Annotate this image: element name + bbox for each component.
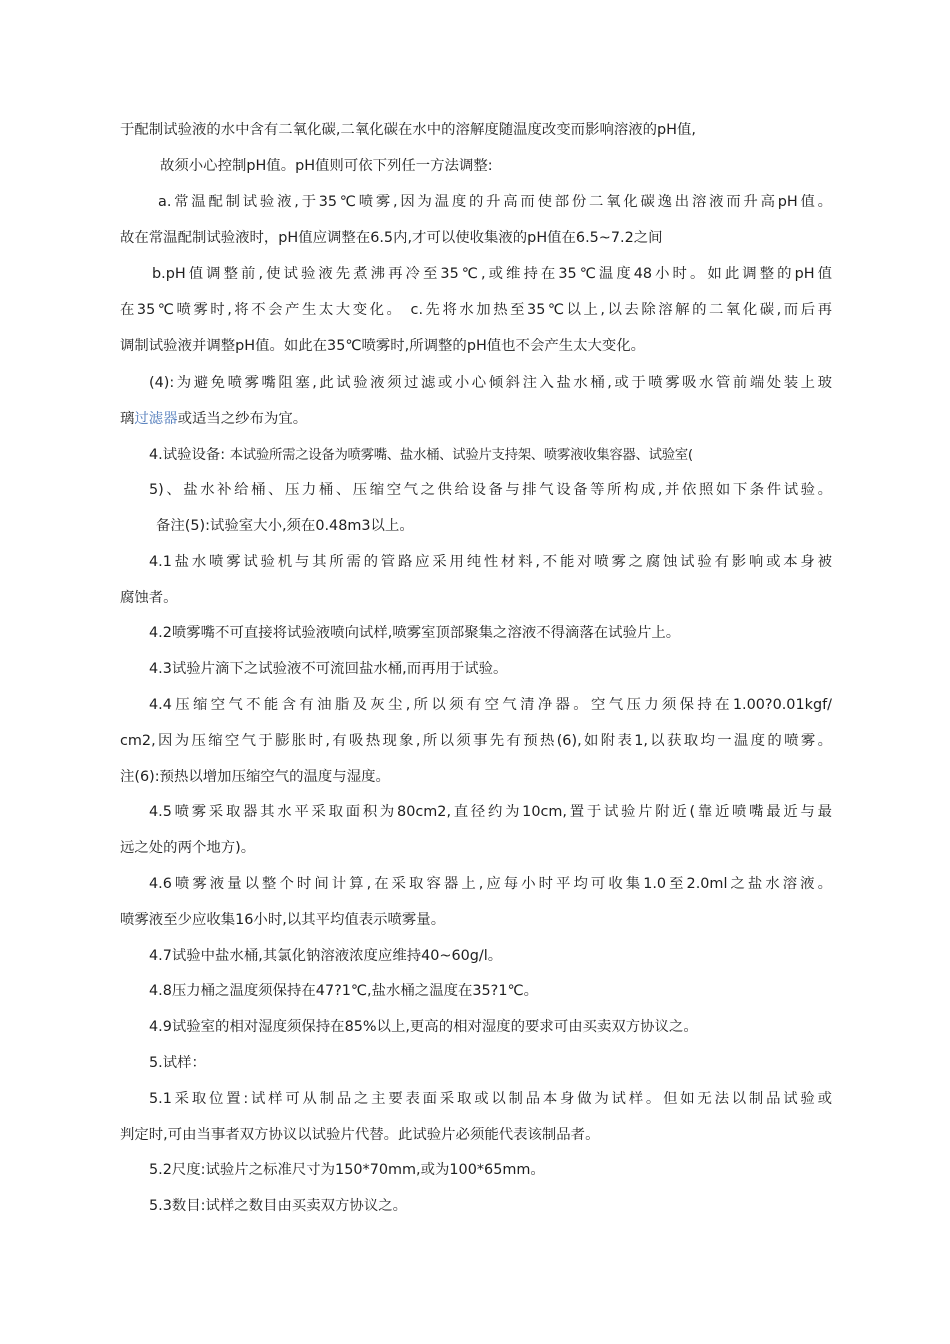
text-line [149,445,832,465]
text-line: 于配制试验液的水中含有二氧化碳,二氧化碳在水中的溶解度随温度改变而影响溶液的pH值, [120,122,696,138]
text-line: 调制试验液并调整pH值。如此在35℃喷雾时,所调整的pH值也不会产生太大变化。 [120,338,646,354]
text-line: 注(6):预热以增加压缩空气的温度与湿度。 [120,769,390,785]
text-line: 4.9试验室的相对湿度须保持在85%以上,更高的相对湿度的要求可由买卖双方协议之。 [149,1019,698,1035]
text-line: 5)、盐水补给桶、压力桶、压缩空气之供给设备与排气设备等所构成,并依照如下条件试验。 [149,482,832,498]
text-line: 故在常温配制试验液时，pH值应调整在6.5内,才可以使收集液的pH值在6.5~7.2之间 [120,230,663,246]
text-line: 远之处的两个地方)。 [120,840,256,856]
text-line: 在35℃喷雾时,将不会产生太大变化。 c.先将水加热至35℃以上,以去除溶解的二氧化碳,而后再 [120,302,832,318]
text-line: 5.3数目:试样之数目由买卖双方协议之。 [149,1198,407,1214]
text-span: 4.试验设备: [149,447,230,463]
text-line: 故须小心控制pH值。pH值则可依下列任一方法调整: [160,158,493,174]
text-line: 4.3试验片滴下之试验液不可流回盐水桶,而再用于试验。 [149,661,508,677]
text-line: cm2,因为压缩空气于膨胀时,有吸热现象,所以须事先有预热(6),如附表1,以获取均一温度的喷雾。 [120,733,832,749]
text-line [120,409,832,429]
text-line: 4.6喷雾液量以整个时间计算,在采取容器上,应每小时平均可收集1.0至2.0ml之盐水溶液。 [149,876,832,892]
section-heading: 5.试样： [149,1055,206,1071]
text-line: 5.2尺度:试验片之标准尺寸为150*70mm,或为100*65mm。 [149,1162,545,1178]
text-line: 4.7试验中盐水桶,其氯化钠溶液浓度应维持40~60g/l。 [149,948,503,964]
text-line: 4.5喷雾采取器其水平采取面积为80cm2,直径约为10cm,置于试验片附近(靠近喷嘴最近与最 [149,804,832,820]
text-line: 4.1盐水喷雾试验机与其所需的管路应采用纯性材料,不能对喷雾之腐蚀试验有影响或本身被 [149,554,832,570]
text-line: 4.2喷雾嘴不可直接将试验液喷向试样,喷雾室顶部聚集之溶液不得滴落在试验片上。 [149,625,681,641]
text-line: (4):为避免喷雾嘴阻塞,此试验液须过滤或小心倾斜注入盐水桶,或于喷雾吸水管前端处装上玻 [149,375,832,391]
text-span: 或适当之纱布为宜。 [177,411,308,427]
text-line: a.常温配制试验液,于35℃喷雾,因为温度的升高而使部份二氧化碳逸出溶液而升高pH值。 [158,194,832,210]
text-line: 喷雾液至少应收集16小时,以其平均值表示喷雾量。 [120,912,446,928]
text-line: 备注(5):试验室大小,须在0.48m3以上。 [156,518,414,534]
text-span: 璃 [120,411,135,427]
text-line: b.pH值调整前,使试验液先煮沸再冷至35℃,或维持在35℃温度48小时。如此调整的pH值 [152,266,832,282]
text-line: 腐蚀者。 [120,590,178,606]
text-line: 4.8压力桶之温度须保持在47?1℃,盐水桶之温度在35?1℃。 [149,983,539,999]
text-line: 5.1采取位置:试样可从制品之主要表面采取或以制品本身做为试样。但如无法以制品试验或 [149,1091,832,1107]
text-line: 4.4压缩空气不能含有油脂及灰尘,所以须有空气清净器。空气压力须保持在1.00?0.01kgf/ [149,697,832,713]
text-line: 判定时,可由当事者双方协议以试验片代替。此试验片必须能代表该制品者。 [120,1127,600,1143]
text-span: 本试验所需之设备为喷雾嘴、盐水桶、试验片支持架、喷雾液收集容器、试验室( [229,448,693,463]
filter-link[interactable]: 过滤器 [134,411,178,427]
